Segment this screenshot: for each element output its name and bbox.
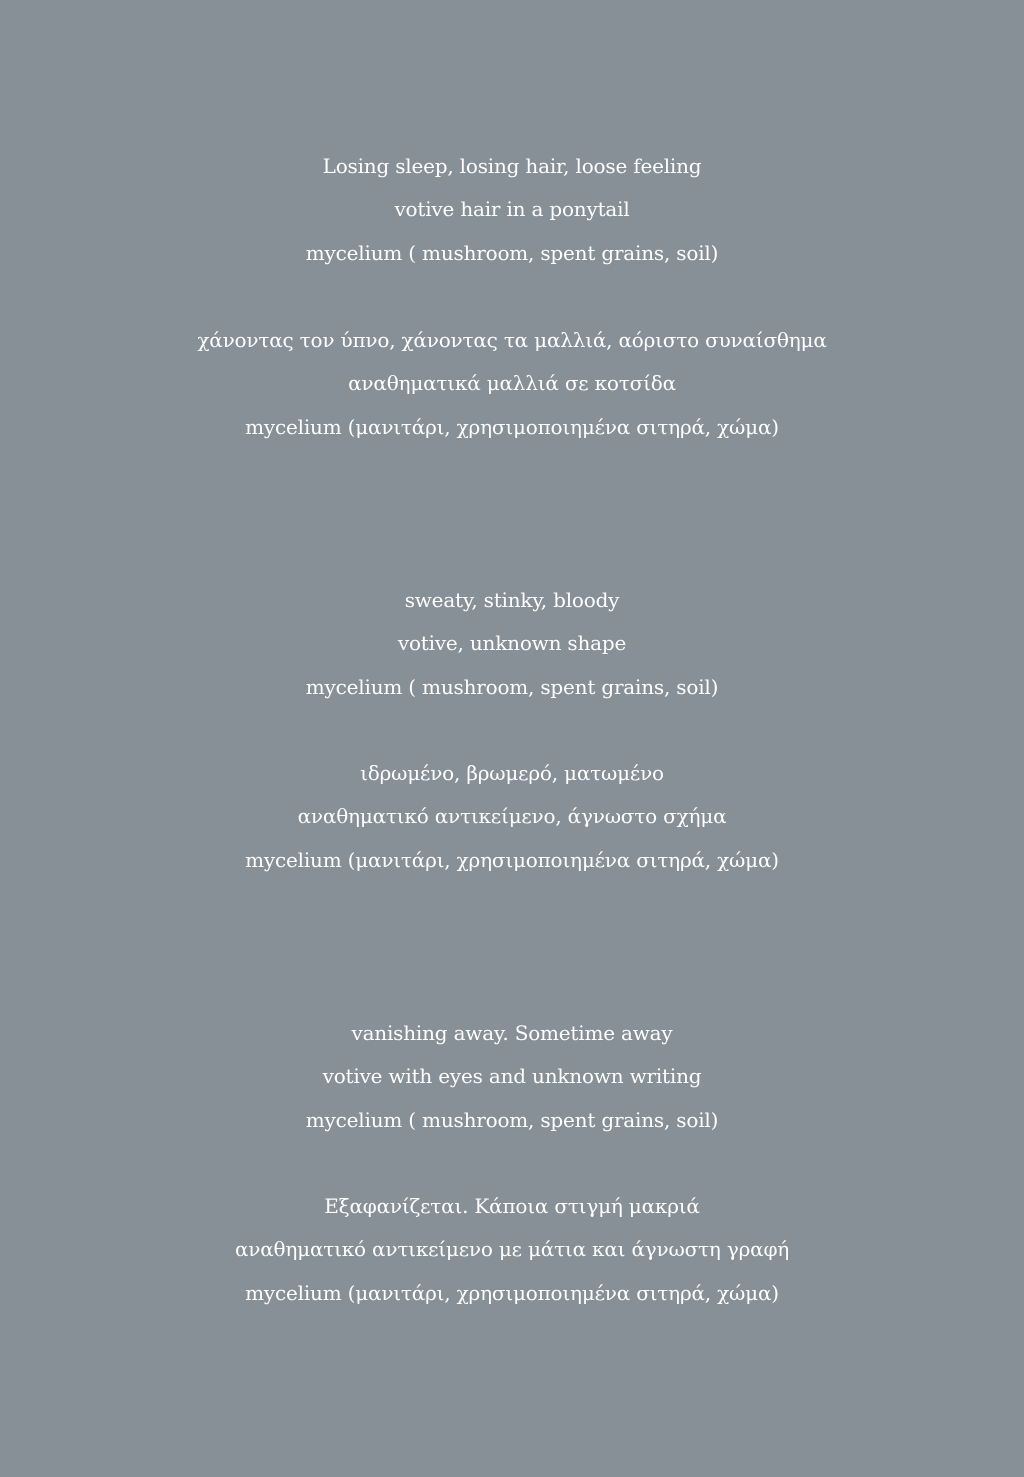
stanza-2-greek — [0, 752, 1024, 882]
stanza-3-greek-line-3: mycelium (μανιτάρι, χρησιμοποιημένα σιτηρά, χώμα) — [245, 1280, 779, 1305]
stanza-3-english-line-2: votive with eyes and unknown writing — [322, 1064, 702, 1089]
stanza-3-english — [0, 1012, 1024, 1142]
stanza-2-english-line-3: mycelium ( mushroom, spent grains, soil) — [305, 674, 719, 699]
stanza-1-english-line-3: mycelium ( mushroom, spent grains, soil) — [305, 240, 719, 265]
stanza-1-greek-line-3: mycelium (μανιτάρι, χρησιμοποιημένα σιτηρά, χώμα) — [245, 414, 779, 439]
stanza-2-greek-line-3: mycelium (μανιτάρι, χρησιμοποιημένα σιτηρά, χώμα) — [245, 847, 779, 872]
stanza-1-english — [0, 145, 1024, 275]
stanza-3-greek — [0, 1185, 1024, 1315]
stanza-3-english-line-3: mycelium ( mushroom, spent grains, soil) — [305, 1107, 719, 1132]
stanza-2-english-line-1: sweaty, stinky, bloody — [404, 588, 620, 612]
stanza-2-english — [0, 579, 1024, 709]
stanza-2-greek-line-2: αναθηματικό αντικείμενο, άγνωστο σχήμα — [297, 804, 727, 829]
stanza-2-greek-line-1: ιδρωμένο, βρωμερό, ματωμένο — [360, 761, 664, 785]
stanza-1-english-line-1: Losing sleep, losing hair, loose feeling — [322, 154, 702, 178]
stanza-1-greek-line-2: αναθηματικά μαλλιά σε κοτσίδα — [348, 371, 676, 396]
stanza-1-greek-line-1: χάνοντας τον ύπνο, χάνοντας τα μαλλιά, αόριστο συναίσθημα — [197, 328, 827, 352]
stanza-1-english-line-2: votive hair in a ponytail — [394, 197, 630, 222]
stanza-1-greek — [0, 319, 1024, 449]
stanza-3-greek-line-2: αναθηματικό αντικείμενο με μάτια και άγνωστη γραφή — [234, 1237, 790, 1262]
stanza-2-english-line-2: votive, unknown shape — [397, 631, 627, 656]
stanza-3-english-line-1: vanishing away. Sometime away — [351, 1021, 673, 1045]
stanza-3-greek-line-1: Εξαφανίζεται. Κάποια στιγμή μακριά — [324, 1194, 700, 1218]
